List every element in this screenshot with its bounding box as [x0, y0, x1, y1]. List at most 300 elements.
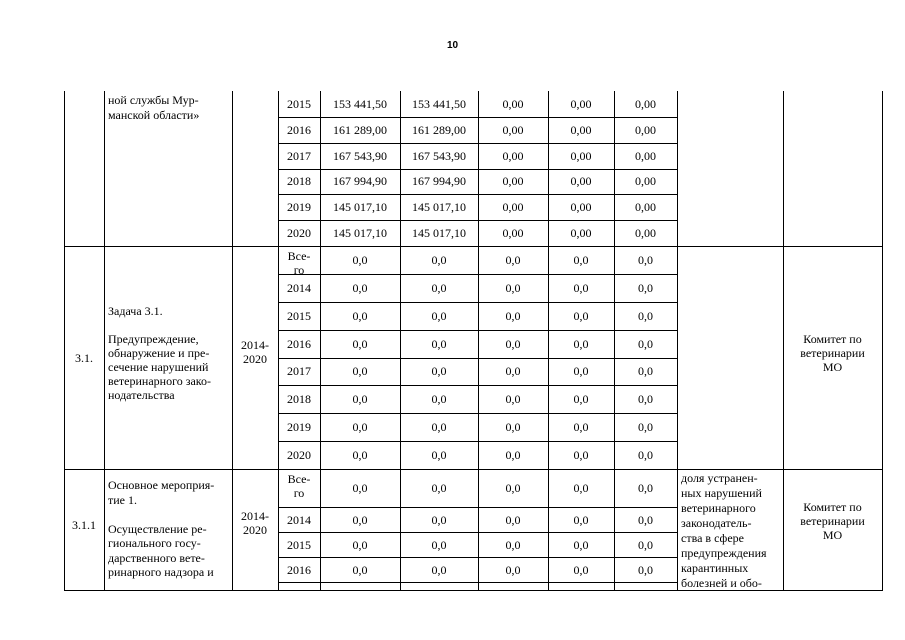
indicator-text	[681, 471, 779, 591]
value-federal-cell	[480, 117, 546, 143]
year-label: 2018	[287, 392, 311, 407]
indicator-text-line: доля устранен-	[681, 471, 758, 485]
value-cell-cell	[550, 330, 612, 358]
value-cell: 0,0	[573, 364, 589, 379]
measure-number-cell	[66, 469, 102, 580]
value-cell-cell	[480, 358, 546, 386]
value-other: 0,00	[635, 122, 656, 137]
column-line	[232, 91, 233, 246]
top-program-name-line: манской области»	[108, 108, 200, 122]
year-label-cell	[280, 302, 318, 330]
value-other-cell	[616, 194, 675, 220]
value-cell-cell	[402, 330, 476, 358]
total-label-line: го	[293, 263, 305, 277]
task-name-line: ветеринарного зако-	[108, 374, 211, 388]
value-cell-cell	[616, 358, 675, 386]
column-line	[548, 91, 549, 246]
executor-line: МО	[822, 360, 843, 374]
column-line	[677, 469, 678, 590]
value-cell-cell	[550, 413, 612, 441]
value-cell-cell	[322, 413, 398, 441]
value-cell-cell	[616, 274, 675, 302]
value-cell: 0,0	[431, 420, 447, 435]
value-federal: 0,00	[502, 226, 524, 241]
value-cell: 0,0	[352, 308, 368, 323]
column-line	[614, 246, 615, 469]
value-cell: 0,0	[431, 448, 447, 463]
value-cell: 0,0	[505, 364, 521, 379]
value-cell: 0,0	[573, 512, 589, 527]
measure-name-line: ринарного надзора и	[108, 565, 214, 579]
year-label: 2020	[287, 226, 311, 241]
total-value-cell	[402, 246, 476, 274]
value-cell-cell	[550, 507, 612, 532]
column-line	[783, 246, 784, 469]
column-line	[478, 246, 479, 469]
total-label-line: Все-	[287, 249, 311, 263]
value-federal: 0,00	[502, 174, 524, 189]
total-value-cell	[480, 246, 546, 274]
value-cell-cell	[480, 441, 546, 469]
top-program-name-line: ной службы Мур-	[108, 93, 199, 107]
year-label-cell	[280, 91, 318, 117]
value-cell: 0,0	[638, 336, 653, 351]
value-cell-cell	[616, 441, 675, 469]
value-cell-cell	[402, 507, 476, 532]
value-cell: 0,0	[431, 392, 447, 407]
year-label-cell	[280, 143, 318, 169]
value-total: 153 441,50	[333, 96, 387, 111]
value-regional: 153 441,50	[412, 96, 466, 111]
indicator-text-line: предупреждения	[681, 546, 767, 560]
task-name-line: Предупреждение,	[108, 332, 199, 346]
value-cell: 0,0	[505, 537, 521, 552]
value-cell: 0,0	[638, 512, 653, 527]
value-regional: 161 289,00	[412, 122, 466, 137]
value-cell: 0,0	[352, 512, 368, 527]
value-cell: 0,0	[573, 392, 589, 407]
value-other: 0,00	[635, 200, 656, 215]
task-period	[236, 338, 274, 366]
value-other-cell	[616, 143, 675, 169]
value-cell: 0,0	[638, 448, 653, 463]
total-value: 0,0	[431, 252, 447, 267]
page-number: 10	[446, 40, 459, 51]
total-value: 0,0	[573, 481, 589, 495]
total-value-cell	[550, 469, 612, 507]
year-label-cell	[280, 169, 318, 195]
indicator-text-line: ства в сфере	[681, 531, 744, 545]
value-cell: 0,0	[505, 336, 521, 351]
year-label: 2016	[287, 562, 311, 577]
total-label	[282, 472, 316, 500]
value-cell: 0,0	[638, 308, 653, 323]
value-cell-cell	[616, 532, 675, 557]
value-regional: 145 017,10	[412, 226, 466, 241]
value-cell: 0,0	[573, 308, 589, 323]
value-cell-cell	[550, 274, 612, 302]
task-name-line: обнаружение и пре-	[108, 346, 210, 360]
column-line	[104, 91, 105, 246]
value-cell: 0,0	[352, 392, 368, 407]
value-regional-cell	[402, 220, 476, 246]
value-regional-cell	[402, 143, 476, 169]
year-label: 2019	[287, 200, 311, 215]
value-cell-cell	[322, 274, 398, 302]
value-local-cell	[550, 143, 612, 169]
value-cell-cell	[402, 385, 476, 413]
column-line	[548, 469, 549, 590]
value-total: 167 994,90	[333, 174, 387, 189]
column-line	[783, 91, 784, 246]
value-cell-cell	[402, 441, 476, 469]
task-name-line	[108, 318, 228, 332]
value-cell: 0,0	[352, 364, 368, 379]
value-cell: 0,0	[431, 562, 447, 577]
year-label: 2018	[287, 174, 311, 189]
value-cell-cell	[480, 302, 546, 330]
value-cell: 0,0	[431, 537, 447, 552]
value-local-cell	[550, 117, 612, 143]
value-total-cell	[322, 91, 398, 117]
value-cell-cell	[550, 557, 612, 582]
task-name-line: сечение нарушений	[108, 360, 209, 374]
value-cell-cell	[616, 413, 675, 441]
value-total-cell	[322, 220, 398, 246]
value-total: 161 289,00	[333, 122, 387, 137]
value-cell: 0,0	[505, 512, 521, 527]
column-line	[64, 91, 65, 246]
column-line	[64, 469, 65, 590]
value-cell: 0,0	[505, 562, 521, 577]
value-cell: 0,0	[431, 336, 447, 351]
column-line	[278, 91, 279, 246]
value-cell: 0,0	[573, 336, 589, 351]
year-label: 2015	[287, 96, 311, 111]
value-cell-cell	[322, 330, 398, 358]
value-cell-cell	[322, 358, 398, 386]
column-line	[882, 91, 883, 246]
top-program-name	[108, 93, 228, 123]
value-cell-cell	[480, 532, 546, 557]
total-value: 0,0	[352, 481, 368, 495]
value-local: 0,00	[570, 174, 592, 189]
value-cell: 0,0	[505, 308, 521, 323]
value-federal-cell	[480, 220, 546, 246]
value-other-cell	[616, 91, 675, 117]
total-value-cell	[616, 469, 675, 507]
year-label: 2017	[287, 148, 311, 163]
value-local: 0,00	[570, 122, 592, 137]
value-other: 0,00	[635, 148, 656, 163]
value-cell: 0,0	[352, 420, 368, 435]
total-label-line: Все-	[287, 472, 311, 486]
value-other: 0,00	[635, 226, 656, 241]
executor-line: МО	[822, 528, 843, 542]
value-local: 0,00	[570, 148, 592, 163]
executor	[787, 332, 878, 374]
year-label-cell	[280, 441, 318, 469]
value-cell: 0,0	[638, 392, 653, 407]
value-cell: 0,0	[573, 280, 589, 295]
total-value-cell	[550, 246, 612, 274]
value-other: 0,00	[635, 174, 656, 189]
column-line	[882, 246, 883, 469]
value-cell-cell	[402, 557, 476, 582]
value-cell-cell	[322, 532, 398, 557]
value-total-cell	[322, 194, 398, 220]
measure-number: 3.1.1	[72, 517, 96, 532]
value-federal: 0,00	[502, 96, 524, 111]
value-other-cell	[616, 220, 675, 246]
value-cell-cell	[550, 532, 612, 557]
value-total: 167 543,90	[333, 148, 387, 163]
value-cell: 0,0	[573, 562, 589, 577]
measure-period-line: 2014-	[241, 509, 269, 523]
value-federal-cell	[480, 143, 546, 169]
value-regional: 145 017,10	[412, 200, 466, 215]
value-cell-cell	[322, 441, 398, 469]
value-regional-cell	[402, 91, 476, 117]
value-local-cell	[550, 220, 612, 246]
value-cell-cell	[402, 413, 476, 441]
column-line	[104, 246, 105, 469]
measure-name	[108, 478, 228, 580]
value-regional: 167 543,90	[412, 148, 466, 163]
value-cell: 0,0	[505, 280, 521, 295]
total-value: 0,0	[505, 252, 521, 267]
column-line	[548, 246, 549, 469]
column-line	[64, 246, 65, 469]
value-local-cell	[550, 194, 612, 220]
executor	[787, 500, 878, 542]
total-value: 0,0	[638, 481, 653, 495]
value-cell-cell	[550, 302, 612, 330]
value-cell-cell	[616, 507, 675, 532]
year-label: 2015	[287, 537, 311, 552]
task-period-line: 2014-	[241, 338, 269, 352]
indicator-text-line: болезней и обо-	[681, 576, 762, 590]
total-value: 0,0	[352, 252, 368, 267]
value-cell: 0,0	[352, 562, 368, 577]
value-cell-cell	[480, 557, 546, 582]
column-line	[232, 469, 233, 590]
executor-line: Комитет по	[803, 332, 862, 346]
year-label: 2016	[287, 336, 311, 351]
year-label: 2014	[287, 280, 311, 295]
value-cell: 0,0	[573, 537, 589, 552]
total-value: 0,0	[431, 481, 447, 495]
value-total: 145 017,10	[333, 200, 387, 215]
column-line	[232, 246, 233, 469]
year-label-cell	[280, 358, 318, 386]
column-line	[478, 91, 479, 246]
value-total: 145 017,10	[333, 226, 387, 241]
measure-name-line: Осуществление ре-	[108, 521, 207, 536]
column-line	[677, 246, 678, 469]
total-value-cell	[480, 469, 546, 507]
measure-period	[236, 509, 274, 537]
value-federal-cell	[480, 194, 546, 220]
value-federal-cell	[480, 91, 546, 117]
year-label-cell	[280, 194, 318, 220]
column-line	[320, 246, 321, 469]
value-local: 0,00	[570, 200, 592, 215]
column-line	[104, 469, 105, 590]
value-cell: 0,0	[638, 420, 653, 435]
year-label-cell	[280, 557, 318, 582]
year-label-cell	[280, 532, 318, 557]
value-federal: 0,00	[502, 148, 524, 163]
value-federal: 0,00	[502, 200, 524, 215]
value-local: 0,00	[570, 226, 592, 241]
value-cell-cell	[616, 330, 675, 358]
value-cell: 0,0	[638, 364, 653, 379]
value-cell: 0,0	[638, 562, 653, 577]
total-value: 0,0	[505, 481, 521, 495]
value-total-cell	[322, 117, 398, 143]
year-label: 2015	[287, 308, 311, 323]
year-label-cell	[280, 274, 318, 302]
column-line	[278, 246, 279, 469]
value-cell: 0,0	[431, 512, 447, 527]
task-name-line: нодательства	[108, 388, 175, 402]
column-line	[278, 469, 279, 590]
task-name-line: Задача 3.1.	[108, 304, 163, 318]
task-number-cell	[66, 246, 102, 469]
indicator-text-line: ветеринарного	[681, 501, 756, 515]
value-cell-cell	[480, 274, 546, 302]
value-cell-cell	[480, 507, 546, 532]
value-local-cell	[550, 91, 612, 117]
value-cell-cell	[480, 385, 546, 413]
year-label-cell	[280, 413, 318, 441]
value-cell-cell	[480, 330, 546, 358]
value-regional-cell	[402, 117, 476, 143]
value-other-cell	[616, 117, 675, 143]
value-cell: 0,0	[431, 364, 447, 379]
value-cell-cell	[322, 557, 398, 582]
value-cell: 0,0	[431, 280, 447, 295]
year-label: 2014	[287, 512, 311, 527]
value-cell: 0,0	[431, 308, 447, 323]
measure-name-line: гионального госу-	[108, 536, 201, 550]
year-label: 2019	[287, 420, 311, 435]
year-label: 2017	[287, 364, 311, 379]
value-federal: 0,00	[502, 122, 524, 137]
measure-name-line: дарственного вете-	[108, 550, 205, 565]
value-regional-cell	[402, 169, 476, 195]
column-line	[400, 246, 401, 469]
value-total-cell	[322, 169, 398, 195]
indicator-text-line: ных нарушений	[681, 486, 762, 500]
column-line	[882, 469, 883, 590]
executor-line: ветеринарии	[800, 346, 865, 360]
indicator-text-line: карантинных	[681, 561, 749, 575]
measure-name-line	[108, 507, 228, 522]
column-line	[478, 469, 479, 590]
total-value: 0,0	[573, 252, 589, 267]
column-line	[320, 91, 321, 246]
value-federal-cell	[480, 169, 546, 195]
value-cell: 0,0	[505, 392, 521, 407]
year-label-cell	[280, 117, 318, 143]
total-label	[282, 249, 316, 277]
value-cell-cell	[616, 302, 675, 330]
indicator-text-line: законодатель-	[681, 516, 752, 530]
column-line	[614, 91, 615, 246]
total-value: 0,0	[638, 252, 653, 267]
value-cell-cell	[322, 385, 398, 413]
value-cell-cell	[480, 413, 546, 441]
value-cell-cell	[322, 507, 398, 532]
value-cell-cell	[322, 302, 398, 330]
value-cell: 0,0	[352, 448, 368, 463]
task-number: 3.1.	[75, 350, 93, 365]
column-line	[400, 469, 401, 590]
value-regional-cell	[402, 194, 476, 220]
column-line	[614, 469, 615, 590]
value-cell-cell	[402, 358, 476, 386]
task-period-line: 2020	[243, 352, 267, 366]
value-cell: 0,0	[638, 537, 653, 552]
value-cell: 0,0	[573, 420, 589, 435]
year-label: 2020	[287, 448, 311, 463]
column-line	[677, 91, 678, 246]
year-label-cell	[280, 385, 318, 413]
value-other: 0,00	[635, 96, 656, 111]
value-other-cell	[616, 169, 675, 195]
value-cell-cell	[402, 302, 476, 330]
value-cell-cell	[616, 385, 675, 413]
value-cell-cell	[550, 385, 612, 413]
value-cell-cell	[550, 441, 612, 469]
value-local: 0,00	[570, 96, 592, 111]
column-line	[320, 469, 321, 590]
year-label-cell	[280, 330, 318, 358]
value-local-cell	[550, 169, 612, 195]
year-label-cell	[280, 220, 318, 246]
column-line	[783, 469, 784, 590]
value-cell: 0,0	[505, 448, 521, 463]
value-cell: 0,0	[352, 280, 368, 295]
value-cell: 0,0	[352, 537, 368, 552]
measure-period-line: 2020	[243, 523, 267, 537]
value-cell: 0,0	[352, 336, 368, 351]
value-total-cell	[322, 143, 398, 169]
year-label-cell	[280, 507, 318, 532]
total-label-line: го	[293, 486, 305, 500]
value-cell: 0,0	[638, 280, 653, 295]
column-line	[400, 91, 401, 246]
value-cell-cell	[616, 557, 675, 582]
value-cell-cell	[550, 358, 612, 386]
total-value-cell	[322, 469, 398, 507]
total-value-cell	[402, 469, 476, 507]
executor-line: ветеринарии	[800, 514, 865, 528]
value-cell: 0,0	[573, 448, 589, 463]
value-cell-cell	[402, 274, 476, 302]
total-value-cell	[322, 246, 398, 274]
executor-line: Комитет по	[803, 500, 862, 514]
total-value-cell	[616, 246, 675, 274]
measure-name-line: Основное мероприя-	[108, 478, 215, 492]
value-regional: 167 994,90	[412, 174, 466, 189]
measure-name-line: тие 1.	[108, 492, 137, 507]
task-name	[108, 304, 228, 402]
value-cell: 0,0	[505, 420, 521, 435]
year-label: 2016	[287, 122, 311, 137]
